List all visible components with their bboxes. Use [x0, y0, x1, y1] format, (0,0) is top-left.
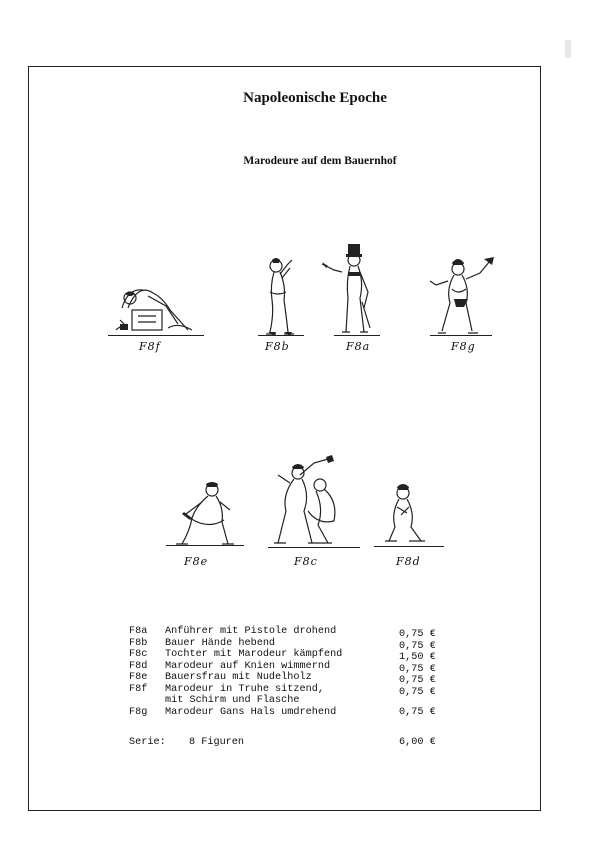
figure-f8f-marauder-in-chest — [108, 268, 198, 336]
list-item — [129, 707, 459, 719]
series-count: 8 Figuren — [189, 737, 245, 748]
item-code: F8f — [129, 683, 148, 695]
figure-f8g-marauder-with-goose — [428, 255, 498, 337]
item-code: F8g — [129, 706, 148, 718]
item-code: F8c — [129, 649, 148, 660]
figure-f8b-base — [258, 335, 304, 336]
figure-f8e-base — [166, 545, 244, 546]
figure-f8c-base — [268, 547, 360, 548]
figure-label-f8d: F8d — [396, 555, 421, 568]
figure-f8d-kneeling-marauder — [381, 483, 431, 545]
item-price: 0,75 € — [399, 640, 436, 652]
item-code: F8e — [129, 672, 148, 683]
price-list — [129, 626, 459, 718]
item-price: 0,75 € — [399, 706, 436, 718]
item-code: F8d — [129, 660, 148, 672]
item-code: F8b — [129, 637, 148, 649]
item-price: 1,50 € — [399, 652, 436, 663]
list-item — [129, 672, 459, 684]
item-description: Marodeur auf Knien wimmernd — [165, 660, 331, 672]
figure-label-f8f: F8f — [139, 340, 161, 353]
figure-f8e-farmer-wife-with-rolling-pin — [172, 478, 242, 548]
item-price: 0,75 € — [399, 675, 436, 686]
list-item — [129, 638, 459, 650]
figure-f8a-base — [334, 335, 380, 336]
page-title: Napoleonische Epoche — [243, 90, 387, 106]
page-subtitle: Marodeure auf dem Bauernhof — [243, 155, 397, 167]
item-description: mit Schirm und Flasche — [165, 695, 300, 706]
list-item — [129, 661, 459, 673]
series-label: Serie: — [129, 737, 166, 748]
item-description: Tochter mit Marodeur kämpfend — [165, 649, 343, 660]
figure-f8f-base — [108, 335, 204, 336]
item-price: 0,75 € — [399, 663, 436, 675]
figure-f8d-base — [374, 546, 444, 547]
figure-label-f8e: F8e — [184, 555, 209, 568]
item-description: Anführer mit Pistole drohend — [165, 626, 337, 637]
scan-edge-mark — [565, 40, 571, 58]
list-item — [129, 649, 459, 661]
figure-f8a-leader-with-pistol — [320, 242, 380, 340]
item-description: Bauer Hände hebend — [165, 637, 276, 649]
figure-f8g-base — [430, 335, 492, 336]
list-item — [129, 684, 459, 696]
list-item — [129, 695, 459, 707]
figure-label-f8c: F8c — [294, 555, 318, 568]
figure-label-f8b: F8b — [265, 340, 290, 353]
figure-f8b-farmer-raising-hands — [262, 256, 302, 340]
figure-label-f8g: F8g — [451, 340, 476, 353]
figure-label-f8a: F8a — [346, 340, 371, 353]
series-total-row — [129, 737, 459, 749]
item-code: F8a — [129, 626, 148, 637]
list-item — [129, 626, 459, 638]
item-description: Bauersfrau mit Nudelholz — [165, 672, 312, 683]
item-description: Marodeur Gans Hals umdrehend — [165, 706, 337, 718]
item-price: 0,75 € — [399, 629, 436, 640]
item-price: 0,75 € — [399, 686, 436, 698]
series-price: 6,00 € — [399, 737, 436, 748]
item-description: Marodeur in Truhe sitzend, — [165, 683, 324, 695]
figure-f8c-daughter-fighting-marauder — [268, 455, 358, 547]
